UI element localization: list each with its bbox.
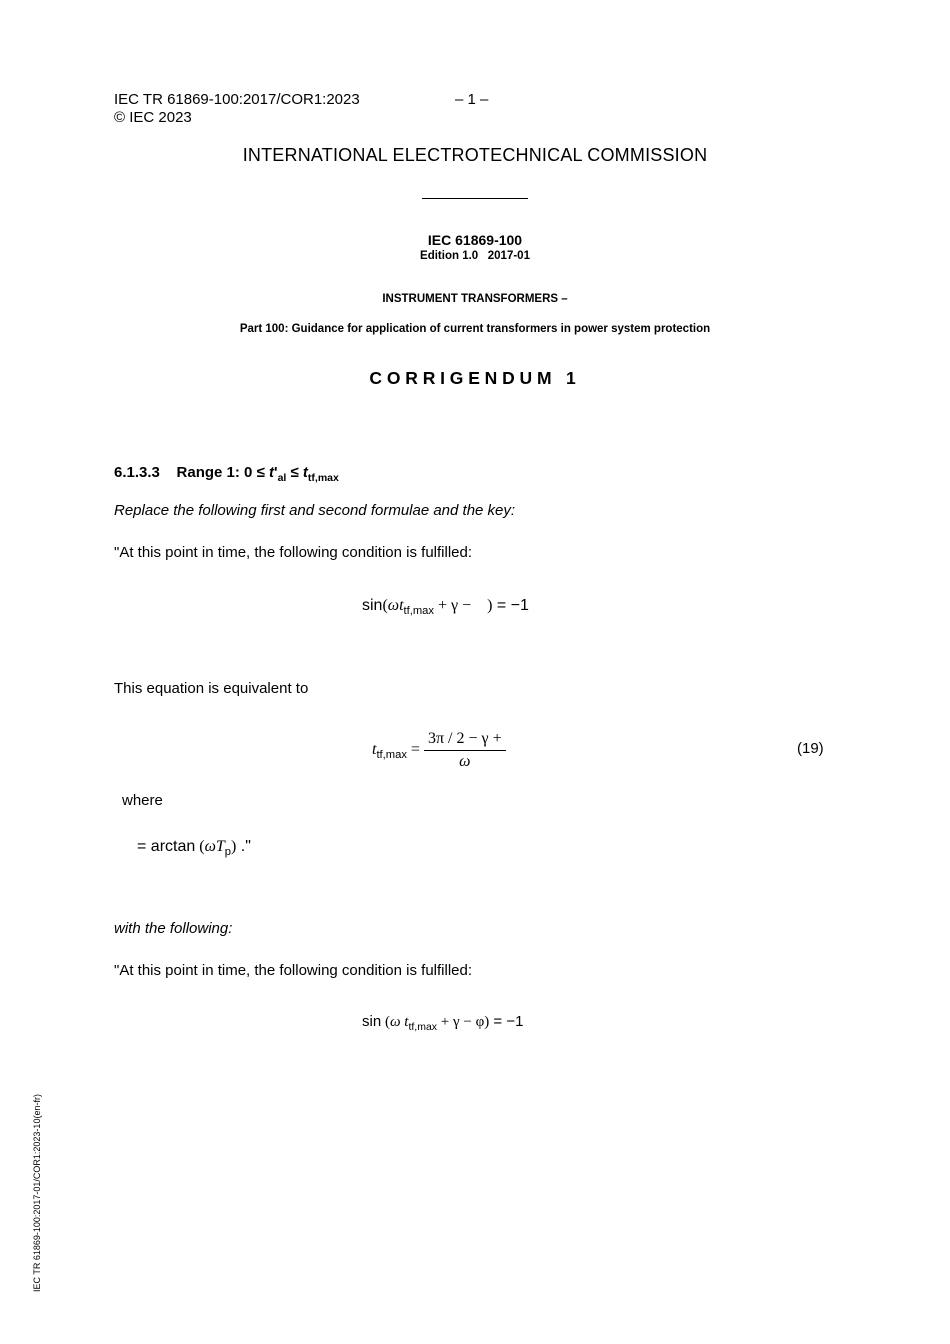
equation-4 (362, 1013, 523, 1031)
corrigendum-title: CORRIGENDUM 1 (369, 368, 581, 388)
eq2-fraction (424, 730, 506, 771)
equation-1 (362, 597, 529, 615)
section-heading (114, 464, 339, 484)
eq2-sub: tf,max (376, 749, 407, 762)
standard-number: IEC 61869-100 (427, 232, 523, 248)
eq4-sin: sin (362, 1013, 382, 1030)
equation-3 (137, 838, 251, 856)
edition-date: Edition 1.0 2017-01 (420, 250, 530, 262)
eq1-mid: + γ − (434, 597, 488, 614)
eq3-sub: p (224, 846, 232, 858)
heading-var-t: t (268, 464, 274, 481)
eq3-omega: ωT (204, 838, 225, 855)
eq1-rhs: = −1 (492, 597, 529, 614)
eq1-sub: tf,max (403, 605, 434, 617)
separator-rule (422, 198, 528, 199)
eq1-open: ( (382, 597, 388, 614)
eq2-t: t (372, 741, 377, 759)
equation-number: (19) (797, 740, 824, 757)
eq2-numerator: 3π / 2 − γ + (424, 730, 506, 751)
eq3-open: ( (195, 838, 205, 855)
section-heading-text: Range 1: 0 ≤ (176, 464, 269, 481)
eq4-close: ) (484, 1014, 490, 1030)
eq3-tail: ." (236, 838, 251, 855)
eq1-close: ) (487, 597, 493, 614)
instruction-replace: Replace the following first and second formulae and the key: (114, 502, 516, 519)
eq4-t: t (400, 1014, 409, 1030)
heading-le: ≤ (286, 464, 303, 481)
section-number: 6.1.3.3 (114, 464, 160, 481)
part-title: Part 100: Guidance for application of current transformers in power system protection (239, 323, 711, 335)
heading-sub-al: al (277, 472, 287, 484)
eq3-close: ) (231, 838, 237, 855)
eq3-lhs: = arctan (137, 838, 196, 855)
copyright: © IEC 2023 (114, 109, 192, 126)
eq1-sin: sin (362, 597, 383, 614)
page-number: – 1 – (455, 91, 489, 108)
equivalent-text: This equation is equivalent to (114, 680, 309, 697)
eq4-mid: + γ − φ (437, 1014, 485, 1030)
eq4-rhs: = −1 (489, 1013, 524, 1030)
standard-title: INSTRUMENT TRANSFORMERS – (382, 293, 568, 305)
heading-prime: ' (273, 464, 278, 481)
equation-2 (372, 730, 506, 771)
organization-title: INTERNATIONAL ELECTROTECHNICAL COMMISSION (242, 145, 708, 165)
heading-sub-tfmax: tf,max (307, 472, 339, 484)
eq4-omega: ω (389, 1014, 401, 1030)
eq1-omega: ω (387, 597, 400, 614)
eq2-equals: = (406, 741, 424, 759)
condition-text: "At this point in time, the following condition is fulfilled: (114, 544, 473, 561)
condition-text-2: "At this point in time, the following condition is fulfilled: (114, 962, 473, 979)
document-reference: IEC TR 61869-100:2017/COR1:2023 (114, 91, 360, 108)
eq4-sub: tf,max (408, 1021, 438, 1033)
side-document-code: IEC TR 61869-100:2017-01/COR1:2023-10(en-fr) (32, 1094, 42, 1292)
eq2-denominator: ω (459, 753, 471, 770)
eq1-t: t (399, 597, 404, 614)
instruction-with: with the following: (114, 920, 233, 937)
heading-var-t2: t (302, 464, 308, 481)
where-text: where (122, 792, 163, 809)
eq4-open: ( (381, 1014, 390, 1030)
